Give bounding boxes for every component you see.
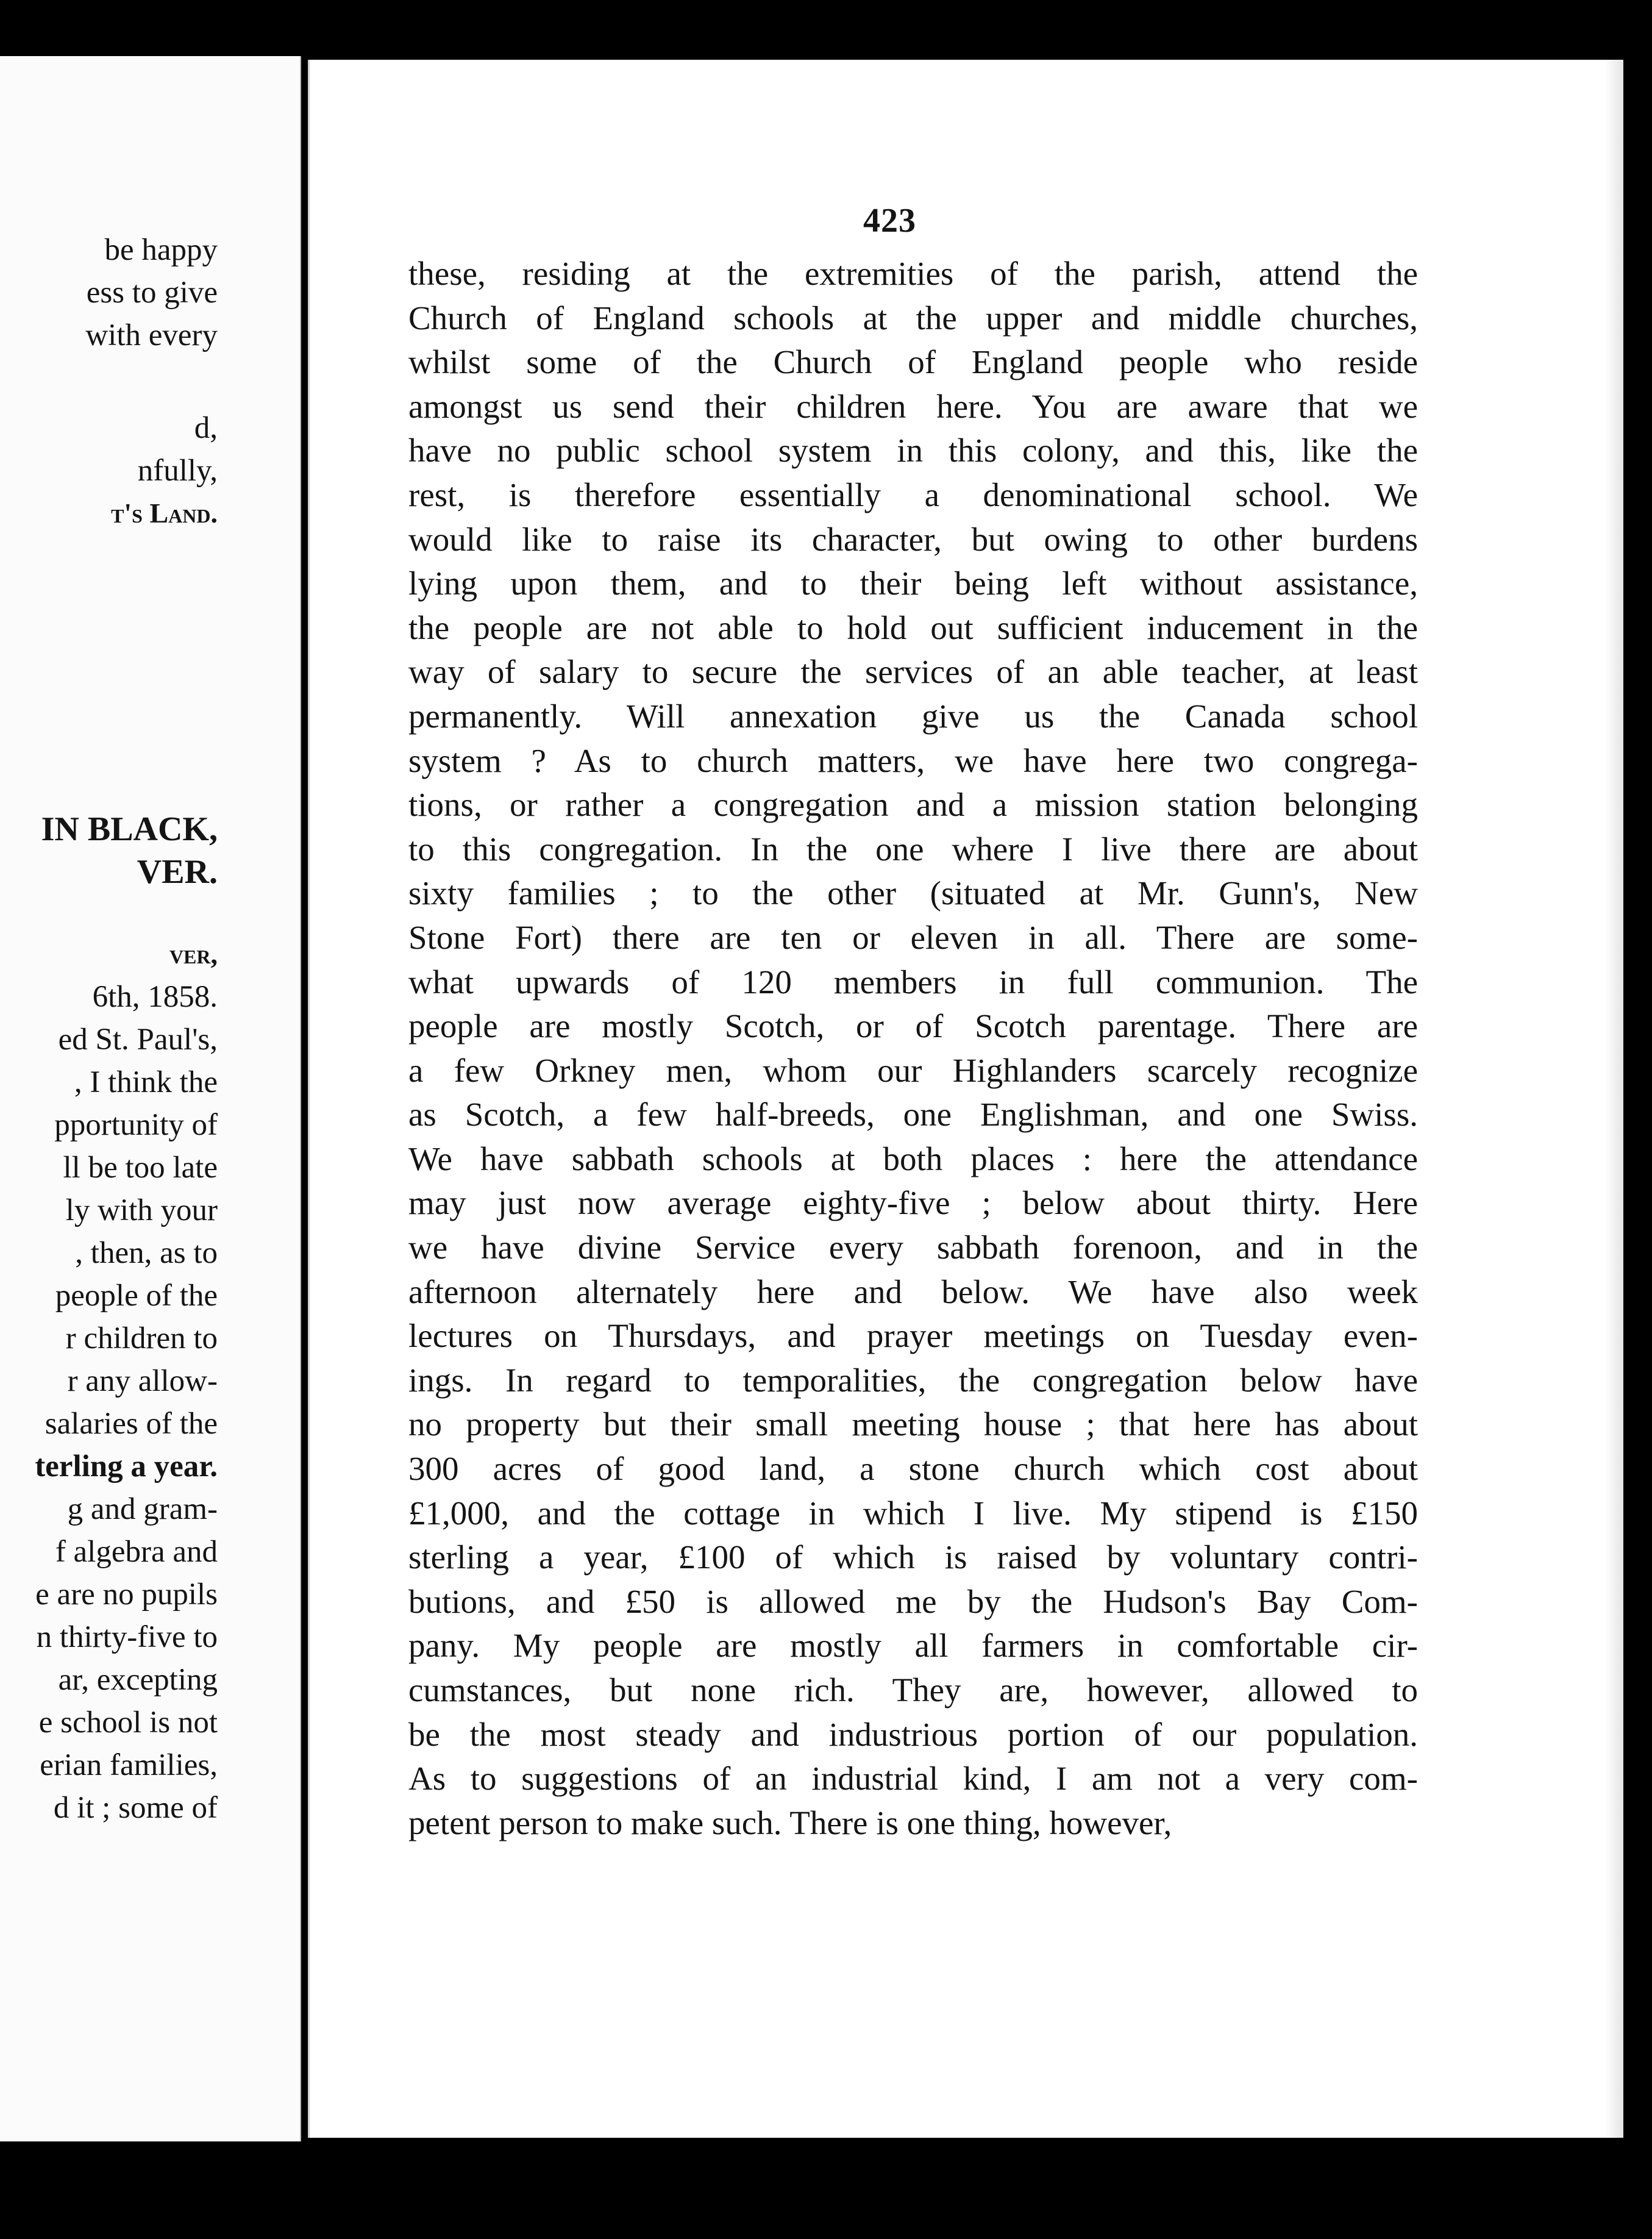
text-line: Church of England schools at the upper and middle churches, [408,299,1418,337]
previous-page-line: d it ; some of [53,1791,218,1825]
text-line: amongst us send their children here. You are aware that we [408,387,1418,425]
previous-page-line: be happy [104,233,218,267]
text-line: lying upon them, and to their being left without assistance, [408,565,1418,602]
previous-page-line: ll be too late [63,1151,218,1185]
text-line: sterling a year, £100 of which is raised by voluntary contri- [408,1538,1418,1576]
text-line: tions, or rather a congregation and a mission station belonging [408,786,1418,824]
text-line: £1,000, and the cottage in which I live. My stipend is £150 [408,1494,1418,1532]
text-line: 300 acres of good land, a stone church which cost about [408,1450,1418,1488]
text-line: people are mostly Scotch, or of Scotch parentage. There are [408,1007,1418,1045]
text-line: to this congregation. In the one where I live there are about [408,830,1418,868]
text-line: butions, and £50 is allowed me by the Hudson's Bay Com- [408,1582,1418,1620]
previous-page-line: , then, as to [75,1236,218,1270]
previous-page-line: pportunity of [54,1108,218,1142]
previous-page-line: n thirty-five to [36,1620,218,1654]
text-line: as Scotch, a few half-breeds, one Englishman, and one Swiss. [408,1096,1418,1134]
previous-page-line: ly with your [65,1193,218,1227]
previous-page-line: salaries of the [45,1407,218,1441]
text-line: pany. My people are mostly all farmers in comfortable cir- [408,1627,1418,1665]
text-line: system ? As to church matters, we have here two congrega- [408,741,1418,779]
text-line: afternoon alternately here and below. We have also week [408,1273,1418,1310]
text-line: would like to raise its character, but owing to other burdens [408,520,1418,558]
text-line: As to suggestions of an industrial kind, I am not a very com- [408,1760,1418,1798]
text-line: be the most steady and industrious portion of our population. [408,1715,1418,1753]
book-page [308,60,1623,2138]
previous-page-line: VER. [137,853,218,891]
previous-page [0,56,301,2141]
text-line: We have sabbath schools at both places : here the attendance [408,1140,1418,1177]
previous-page-line: , I think the [74,1065,218,1099]
previous-page-line: f algebra and [55,1535,218,1569]
page-edge-shadow [1605,60,1623,2138]
previous-page-line: t's Land. [111,498,218,529]
previous-page-line: erian families, [40,1748,218,1782]
text-line: the people are not able to hold out sufficient inducement in the [408,609,1418,646]
previous-page-line: g and gram- [67,1492,218,1526]
previous-page-line: ar, excepting [58,1663,218,1697]
previous-page-line: nfully, [137,454,218,488]
previous-page-line: d, [194,411,218,445]
text-line: whilst some of the Church of England people who reside [408,343,1418,381]
text-line: a few Orkney men, whom our Highlanders scarcely recognize [408,1051,1418,1089]
text-line: rest, is therefore essentially a denominational school. We [408,476,1418,513]
text-line: permanently. Will annexation give us the Canada school [408,697,1418,735]
previous-page-line: with every [85,318,218,352]
text-line: we have divine Service every sabbath forenoon, and in the [408,1229,1418,1266]
previous-page-line: ver, [169,938,218,970]
previous-page-line: ess to give [86,276,218,310]
body-text [408,252,1418,1845]
text-line: cumstances, but none rich. They are, however, allowed to [408,1671,1418,1709]
previous-page-line: IN BLACK, [41,810,218,848]
text-line: sixty families ; to the other (situated at Mr. Gunn's, New [408,874,1418,912]
previous-page-line: ed St. Paul's, [58,1023,218,1057]
previous-page-line: 6th, 1858. [92,980,218,1014]
text-line: these, residing at the extremities of the parish, attend the [408,255,1418,292]
text-line: have no public school system in this colony, and this, like the [408,432,1418,470]
text-line: lectures on Thursdays, and prayer meetings on Tuesday even- [408,1317,1418,1355]
previous-page-line: e are no pupils [35,1577,218,1612]
text-line: what upwards of 120 members in full communion. The [408,963,1418,1001]
text-line: may just now average eighty-five ; below about thirty. Here [408,1184,1418,1222]
text-line: ings. In regard to temporalities, the congregation below have [408,1361,1418,1399]
previous-page-line: people of the [55,1279,218,1313]
text-line: Stone Fort) there are ten or eleven in all. There are some- [408,918,1418,956]
previous-page-line: r children to [65,1321,218,1355]
previous-page-line: r any allow- [67,1364,218,1398]
text-line: way of salary to secure the services of an able teacher, at least [408,653,1418,691]
previous-page-line: e school is not [38,1705,218,1740]
text-line: no property but their small meeting house ; that here has about [408,1405,1418,1443]
text-line: petent person to make such. There is one thing, however, [408,1804,1172,1841]
page-number: 423 [863,202,916,240]
previous-page-line: terling a year. [35,1449,218,1484]
